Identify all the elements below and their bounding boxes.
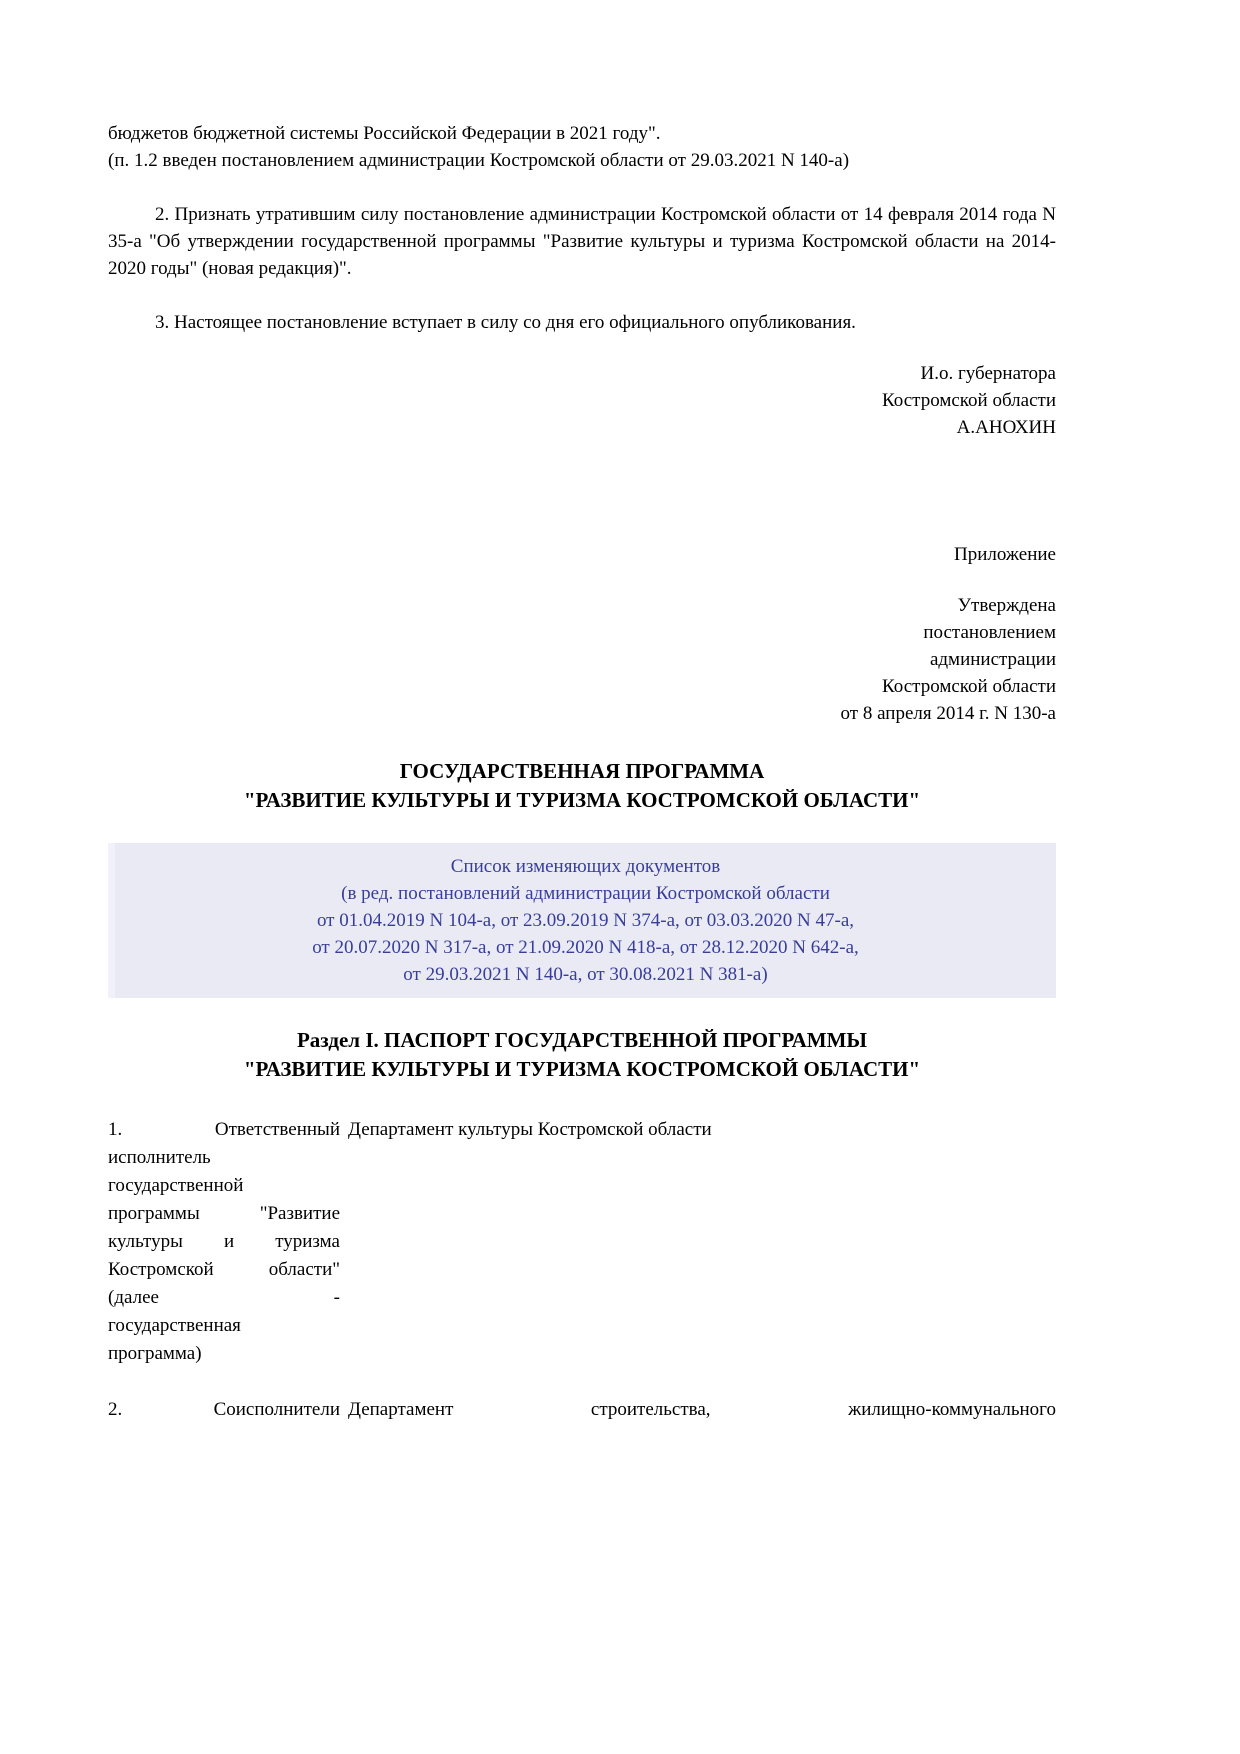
passport-label-line: государственная [108,1315,241,1336]
text-line: от 29.03.2021 N 140-а, от 30.08.2021 N 381-а) [403,964,768,985]
passport-label-line: (далее - [108,1287,340,1308]
passport-row-label [108,1396,340,1424]
passport-label-line: культуры и туризма [108,1231,340,1252]
passport-row [108,1116,1056,1368]
program-title [108,757,1056,815]
paragraph-3: 3. Настоящее постановление вступает в силу со дня его официального опубликования. [155,312,856,333]
text-line: от 01.04.2019 N 104-а, от 23.09.2019 N 374-а, от 03.03.2020 N 47-а, [316,910,855,931]
text-line: "РАЗВИТИЕ КУЛЬТУРЫ И ТУРИЗМА КОСТРОМСКОЙ ОБЛАСТИ" [243,1057,921,1081]
passport-label-line: 2. Соисполнители [108,1399,340,1420]
text-line: постановлением [923,622,1056,643]
text-line: Костромской области [882,676,1056,697]
text-line: бюджетов бюджетной системы Российской Федерации в 2021 году". [108,123,661,144]
passport-table [108,1116,1056,1424]
approval-block [108,592,1056,727]
text-line: Костромской области [882,390,1056,411]
text-line: ГОСУДАРСТВЕННАЯ ПРОГРАММА [399,759,765,783]
text-line: Список изменяющих документов [450,856,721,877]
passport-label-line: государственной [108,1175,244,1196]
text-line: (в ред. постановлений администрации Костромской области [341,883,830,904]
section-title [108,1026,1056,1084]
passport-row-value: Департамент культуры Костромской области [348,1119,712,1140]
text-line: "РАЗВИТИЕ КУЛЬТУРЫ И ТУРИЗМА КОСТРОМСКОЙ ОБЛАСТИ" [243,788,921,812]
text-line: администрации [929,649,1056,670]
passport-row-label [108,1116,340,1368]
passport-label-line: Костромской области" [108,1259,340,1280]
text-line: Раздел I. ПАСПОРТ ГОСУДАРСТВЕННОЙ ПРОГРАММЫ [296,1028,868,1052]
annex-label: Приложение [954,544,1056,565]
passport-row-value: Департамент строительства, жилищно-коммунального [348,1399,1056,1420]
text-line: И.о. губернатора [920,363,1056,384]
paragraph-2: 2. Признать утратившим силу постановление администрации Костромской области от 14 февраля 2014 года N 35-а "Об утверждении государственной программы "Развитие культуры и туризма Костромской области на 2014-2020 годы" (новая редакция)". [108,204,1056,279]
top-continuation-text [108,120,1056,174]
text-line: А.АНОХИН [956,417,1056,438]
text-line: от 8 апреля 2014 г. N 130-а [840,703,1056,724]
passport-label-line: исполнитель [108,1147,211,1168]
amendments-box [108,843,1056,998]
text-line: от 20.07.2020 N 317-а, от 21.09.2020 N 418-а, от 28.12.2020 N 642-а, [312,937,859,958]
signature-block [108,360,1056,441]
text-line: Утверждена [957,595,1056,616]
passport-label-line: программа) [108,1343,202,1364]
passport-label-line: программы "Развитие [108,1203,340,1224]
passport-row [108,1396,1056,1424]
passport-label-line: 1. Ответственный [108,1119,340,1140]
text-line: (п. 1.2 введен постановлением администрации Костромской области от 29.03.2021 N 140-а) [108,150,850,171]
